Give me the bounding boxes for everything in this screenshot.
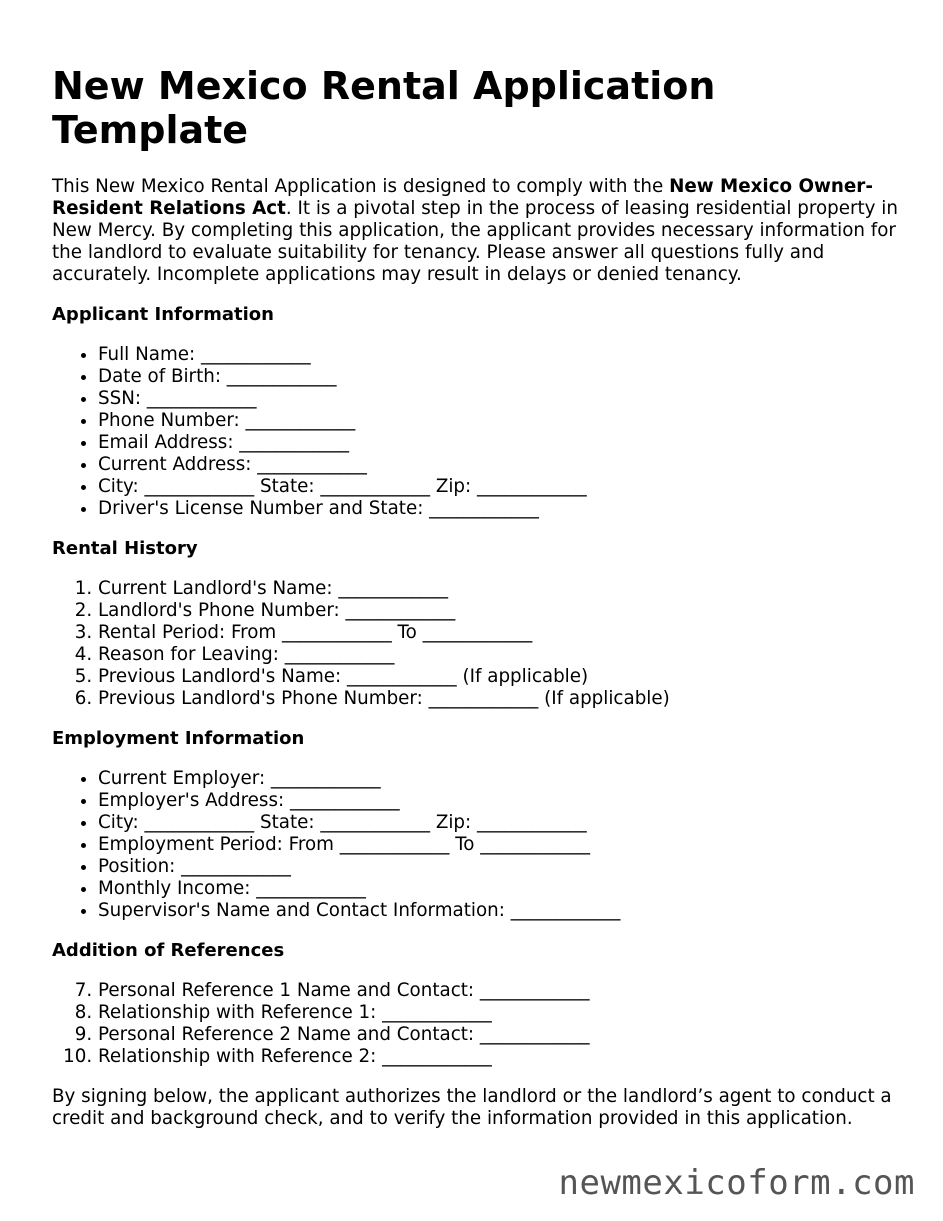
list-item-employer-city-state-zip: • City: ____________ State: ____________ Zip: ____________ (98, 812, 900, 834)
list-item-reason-leaving: 4. Reason for Leaving: ____________ (98, 644, 900, 666)
intro-text-part2: . It is a pivotal step in the process of leasing residential property in New Mercy. By completing this application, the applicant provides necessary information for the landlord to evaluate suitability for tenancy. Please answer all questions fully and accurately. Incomplete applications may result in delays or denied tenancy. (52, 198, 898, 285)
section-heading-employment: Employment Information (52, 728, 305, 749)
rental-history-list (52, 578, 900, 710)
list-item-reference-1-relationship: 8. Relationship with Reference 1: ____________ (98, 1002, 900, 1024)
employment-list (52, 768, 900, 922)
list-item-current-employer: • Current Employer: ____________ (98, 768, 900, 790)
section-heading-rental-history: Rental History (52, 538, 198, 559)
intro-act-name: New Mexico Owner-Resident Relations Act (52, 176, 873, 219)
section-heading-references: Addition of References (52, 940, 285, 961)
list-item-ssn: • SSN: ____________ (98, 388, 900, 410)
intro-text-part1: This New Mexico Rental Application is designed to comply with the (52, 176, 670, 197)
list-item-reference-2-relationship: 10. Relationship with Reference 2: ____________ (98, 1046, 900, 1068)
list-item-reference-2-contact: 9. Personal Reference 2 Name and Contact: ____________ (98, 1024, 900, 1046)
section-heading-applicant: Applicant Information (52, 304, 274, 325)
list-item-date-of-birth: • Date of Birth: ____________ (98, 366, 900, 388)
list-item-current-address: • Current Address: ____________ (98, 454, 900, 476)
list-item-employer-address: • Employer's Address: ____________ (98, 790, 900, 812)
list-item-drivers-license: • Driver's License Number and State: ____________ (98, 498, 900, 520)
list-item-phone: • Phone Number: ____________ (98, 410, 900, 432)
list-item-previous-landlord: 5. Previous Landlord's Name: ____________ (If applicable) (98, 666, 900, 688)
document-page (52, 64, 900, 1130)
applicant-list (52, 344, 900, 520)
list-item-email: • Email Address: ____________ (98, 432, 900, 454)
references-list (52, 980, 900, 1068)
list-item-supervisor: • Supervisor's Name and Contact Information: ____________ (98, 900, 900, 922)
list-item-reference-1-contact: 7. Personal Reference 1 Name and Contact: ____________ (98, 980, 900, 1002)
list-item-city-state-zip: • City: ____________ State: ____________ Zip: ____________ (98, 476, 900, 498)
page-title: New Mexico Rental Application Template (52, 64, 716, 152)
closing-paragraph: By signing below, the applicant authorizes the landlord or the landlord’s agent to conduct a credit and background check, and to verify the information provided in this application. (52, 1086, 892, 1129)
site-watermark: newmexicoform.com (558, 1163, 915, 1203)
list-item-landlord-phone: 2. Landlord's Phone Number: ____________ (98, 600, 900, 622)
list-item-employment-period: • Employment Period: From ____________ To ____________ (98, 834, 900, 856)
intro-paragraph (52, 176, 900, 286)
list-item-previous-landlord-phone: 6. Previous Landlord's Phone Number: ____________ (If applicable) (98, 688, 900, 710)
list-item-monthly-income: • Monthly Income: ____________ (98, 878, 900, 900)
list-item-position: • Position: ____________ (98, 856, 900, 878)
list-item-current-landlord: 1. Current Landlord's Name: ____________ (98, 578, 900, 600)
list-item-rental-period: 3. Rental Period: From ____________ To ____________ (98, 622, 900, 644)
list-item-full-name: • Full Name: ____________ (98, 344, 900, 366)
